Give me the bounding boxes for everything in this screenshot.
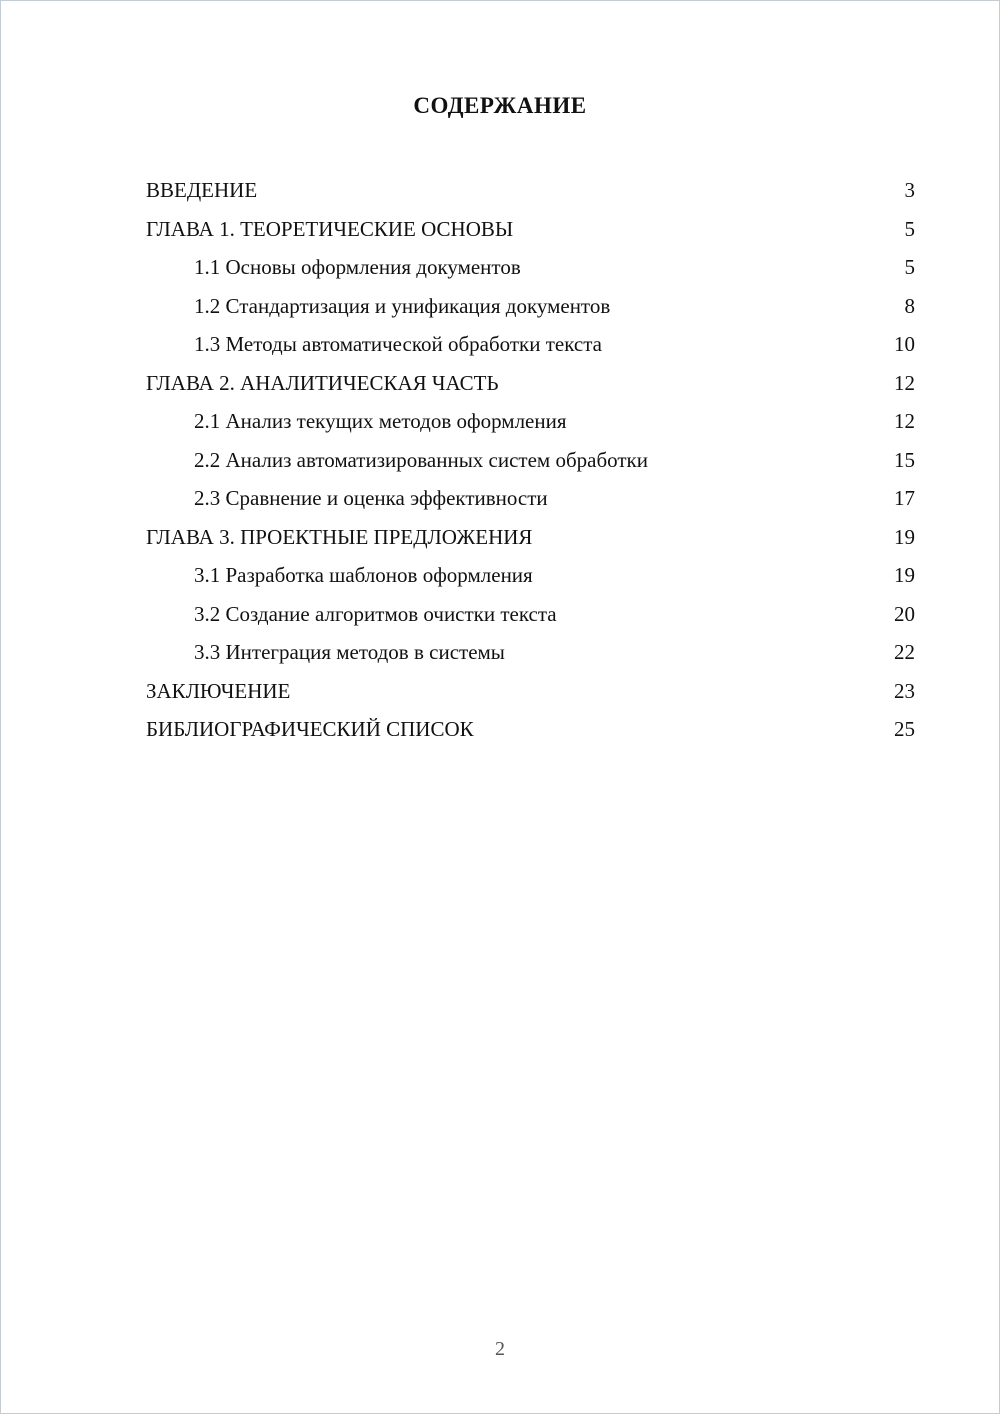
toc-entry [146,287,915,326]
toc-entry-page: 3 [904,178,915,202]
toc-entry-page: 19 [894,524,915,549]
toc-entry-label: 3.1 Разработка шаблонов оформления [194,563,533,587]
toc-entry-page: 19 [894,563,915,587]
toc-entry [146,402,915,441]
toc-entry [146,441,915,480]
toc-entry [146,518,915,557]
toc-entry [146,248,915,287]
toc-entry [146,633,915,672]
toc-entry-label: ГЛАВА 1. ТЕОРЕТИЧЕСКИЕ ОСНОВЫ [146,216,514,241]
toc-entry [146,210,915,249]
page-number: 2 [495,1338,505,1360]
toc-entry-label: 3.3 Интеграция методов в системы [194,640,505,664]
toc-entry [146,479,915,518]
toc-entry [146,672,915,711]
table-of-contents [1,171,999,749]
toc-entry-page: 12 [894,370,915,395]
toc-entry-label: 3.2 Создание алгоритмов очистки текста [194,601,557,626]
toc-entry-page: 20 [894,601,915,626]
toc-entry-label: 2.1 Анализ текущих методов оформления [194,409,567,433]
toc-entry-label: 2.3 Сравнение и оценка эффективности [194,486,548,510]
toc-entry-page: 5 [904,216,915,241]
toc-entry-label: 1.1 Основы оформления документов [194,255,521,279]
toc-entry-label: ГЛАВА 3. ПРОЕКТНЫЕ ПРЕДЛОЖЕНИЯ [146,524,533,549]
toc-entry-page: 10 [894,332,915,356]
toc-entry-page: 23 [894,678,915,703]
toc-entry-label: 2.2 Анализ автоматизированных систем обработки [194,447,649,472]
toc-entry [146,325,915,364]
toc-entry-page: 8 [904,293,915,318]
toc-entry [146,556,915,595]
toc-entry [146,595,915,634]
toc-entry-label: ВВЕДЕНИЕ [146,178,258,202]
page-title: СОДЕРЖАНИЕ [413,93,587,118]
toc-entry [146,364,915,403]
toc-entry [146,171,915,210]
toc-entry-label: ЗАКЛЮЧЕНИЕ [146,678,291,703]
toc-entry-label: 1.3 Методы автоматической обработки текста [194,332,602,356]
toc-entry [146,710,915,749]
toc-entry-label: 1.2 Стандартизация и унификация документов [194,293,611,318]
toc-entry-page: 5 [904,255,915,279]
toc-entry-label: БИБЛИОГРАФИЧЕСКИЙ СПИСОК [146,717,474,741]
toc-entry-label: ГЛАВА 2. АНАЛИТИЧЕСКАЯ ЧАСТЬ [146,370,499,395]
toc-entry-page: 17 [894,486,915,510]
toc-entry-page: 22 [894,640,915,664]
toc-entry-page: 15 [894,447,915,472]
toc-entry-page: 25 [894,717,915,741]
toc-entry-page: 12 [894,409,915,433]
